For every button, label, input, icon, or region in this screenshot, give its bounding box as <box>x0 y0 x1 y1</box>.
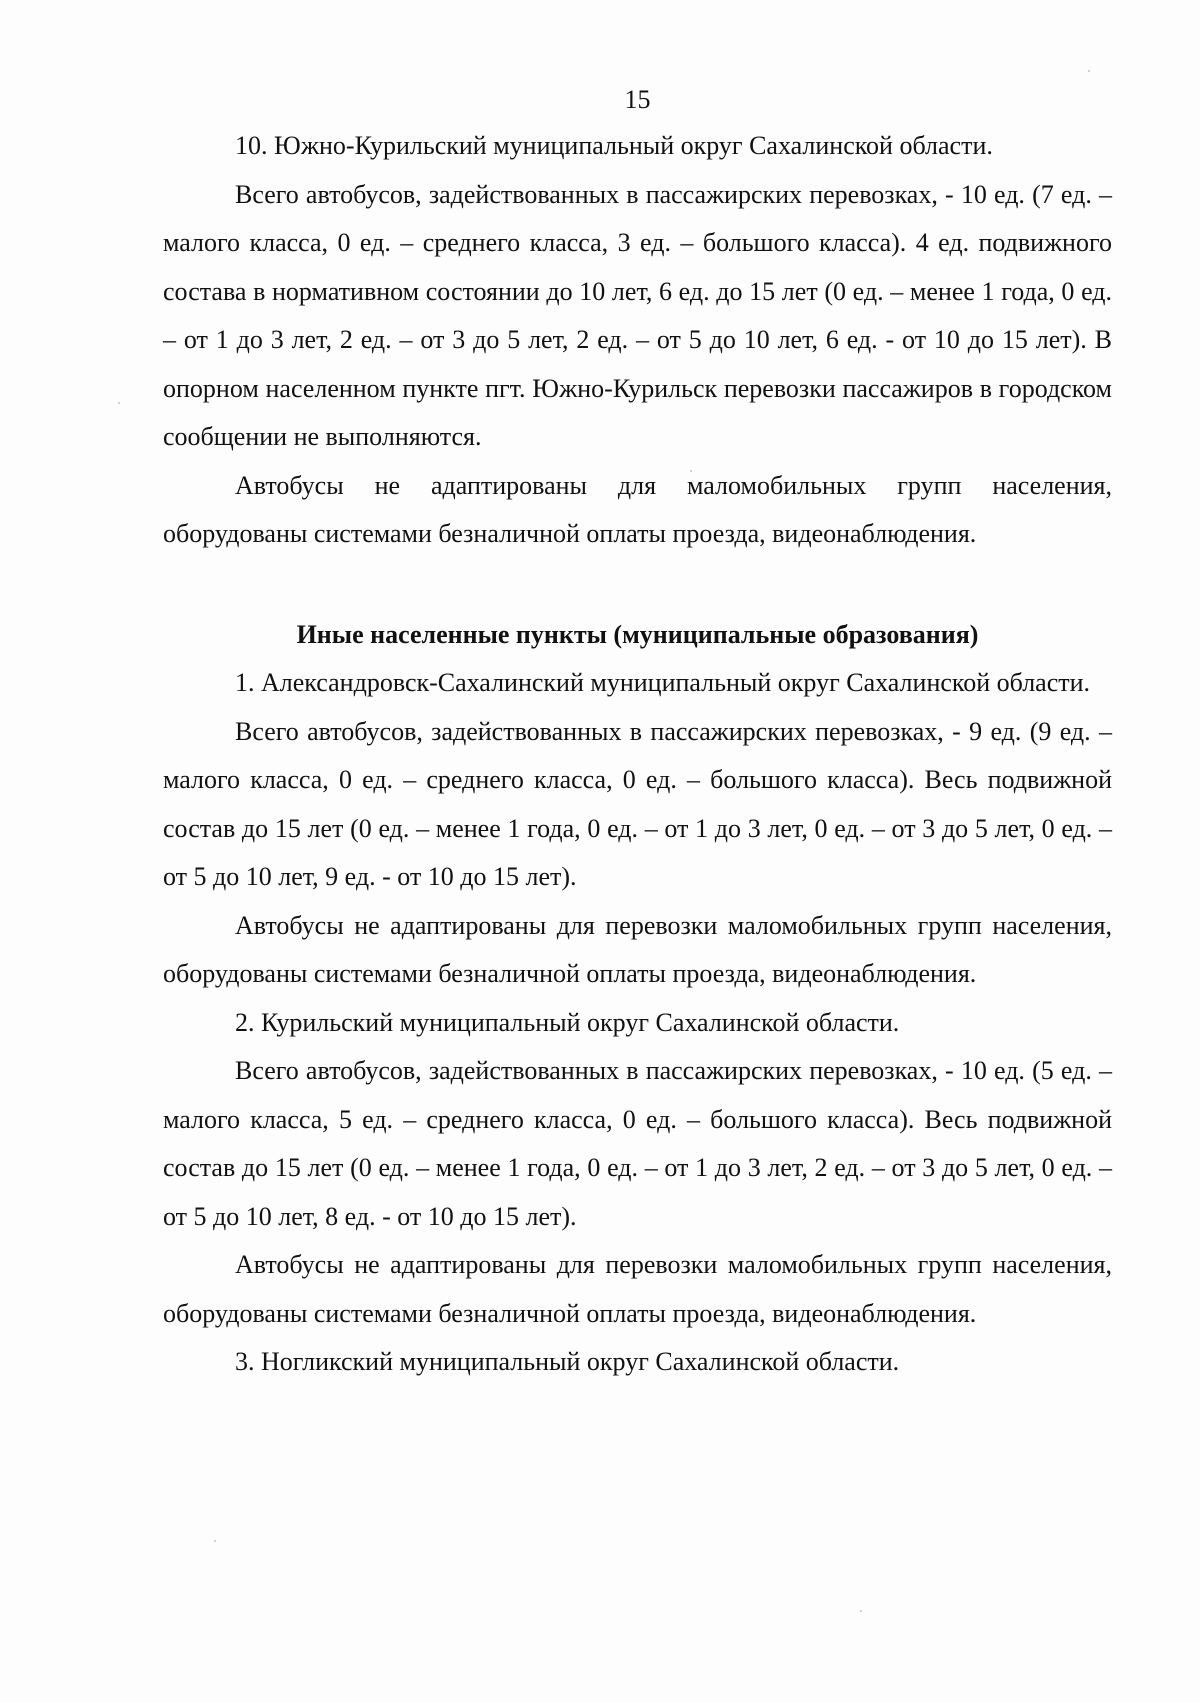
item-title-aleksandrovsk: 1. Александровск-Сахалинский муниципальный округ Сахалинской области. <box>235 668 1091 697</box>
page-number: 15 <box>624 85 651 114</box>
section-title-yuzhno-kurilsky: 10. Южно-Курильский муниципальный округ Сахалинской области. <box>235 131 993 160</box>
section-heading: Иные населенные пункты (муниципальные образования) <box>296 619 979 649</box>
scan-speck <box>1088 70 1090 72</box>
item-title-noglikisky: 3. Ногликский муниципальный округ Сахалинской области. <box>235 1347 900 1376</box>
scan-speck <box>214 1540 216 1542</box>
paragraph-bus-stats: Всего автобусов, задействованных в пассажирских перевозках, - 9 ед. (9 ед. – малого класса, 0 ед. – среднего класса, 0 ед. – большого класса). Весь подвижной состав до 15 лет (0 ед. – менее 1 года, 0 ед. – от 1 до 3 лет, 0 ед. – от 3 до 5 лет, 0 ед. – от 5 до 10 лет, 9 ед. - от 10 до 15 лет). <box>163 716 1112 891</box>
paragraph-bus-stats: Всего автобусов, задействованных в пассажирских перевозках, - 10 ед. (5 ед. – малого класса, 5 ед. – среднего класса, 0 ед. – большого класса). Весь подвижной состав до 15 лет (0 ед. – менее 1 года, 0 ед. – от 1 до 3 лет, 2 ед. – от 3 до 5 лет, 0 ед. – от 5 до 10 лет, 8 ед. - от 10 до 15 лет). <box>163 1056 1112 1231</box>
item-title-kurilsky: 2. Курильский муниципальный округ Сахалинской области. <box>235 1007 900 1037</box>
document-body <box>163 78 1112 1387</box>
paragraph-accessibility: Автобусы не адаптированы для перевозки маломобильных групп населения, оборудованы системами безналичной оплаты проезда, видеонаблюдения. <box>163 910 1112 988</box>
paragraph-accessibility: Автобусы не адаптированы для перевозки маломобильных групп населения, оборудованы системами безналичной оплаты проезда, видеонаблюдения. <box>163 1250 1112 1328</box>
scan-speck <box>118 402 120 404</box>
paragraph-bus-stats: Всего автобусов, задействованных в пассажирских перевозках, - 10 ед. (7 ед. – малого класса, 0 ед. – среднего класса, 3 ед. – большого класса). 4 ед. подвижного состава в нормативном состоянии до 10 лет, 6 ед. до 15 лет (0 ед. – менее 1 года, 0 ед. – от 1 до 3 лет, 2 ед. – от 3 до 5 лет, 2 ед. – от 5 до 10 лет, 6 ед. - от 10 до 15 лет). В опорном населенном пункте пгт. Южно-Курильск перевозки пассажиров в городском сообщении не выполняются. <box>163 179 1112 451</box>
scan-speck <box>860 1610 862 1612</box>
paragraph-accessibility: Автобусы не адаптированы для маломобильных групп населения, оборудованы системами безналичной оплаты проезда, видеонаблюдения. <box>163 470 1112 548</box>
